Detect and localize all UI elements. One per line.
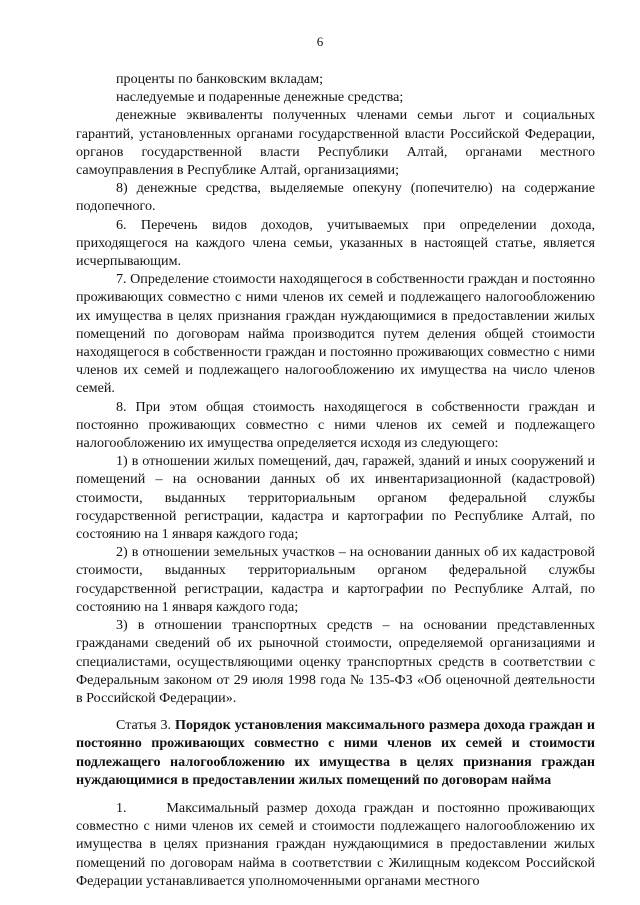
page-number: 6 bbox=[316, 34, 324, 49]
document-body bbox=[76, 70, 595, 890]
paragraph-guardian-funds: 8) денежные средства, выделяемые опекуну (попечителю) на содержание подопечного. bbox=[76, 180, 595, 215]
article-title: Порядок установления максимального размера дохода граждан и постоянно проживающих совместно с ними членов их семей и стоимости подлежащего налогообложению их имущества в целях признания граждан нуждающимися в предоставлении жилых помещений по договорам найма bbox=[76, 717, 595, 788]
paragraph-8-total-value: 8. При этом общая стоимость находящегося в собственности граждан и постоянно проживающих совместно с ними членов их семей и подлежащего налогообложению их имущества определяется исходя из следующего: bbox=[76, 398, 595, 452]
paragraph-inherited-funds: наследуемые и подаренные денежные средства; bbox=[116, 89, 404, 106]
paragraph-bank-interest: проценты по банковским вкладам; bbox=[116, 71, 324, 87]
paragraph-6-income-list: 6. Перечень видов доходов, учитываемых при определении дохода, приходящегося на каждого члена семьи, указанных в настоящей статье, является исчерпывающим. bbox=[76, 216, 595, 270]
list-item-housing: 1) в отношении жилых помещений, дач, гаражей, зданий и иных сооружений и помещений – на основании данных об их инвентаризационной (кадастровой) стоимости, выданных территориальным органом федеральной службы государственной регистрации, кадастра и картографии по Республике Алтай, по состоянию на 1 января каждого года; bbox=[76, 453, 595, 543]
article-3-paragraph-1: 1. Максимальный размер дохода граждан и постоянно проживающих совместно с ними членов их семей и стоимости подлежащего налогообложению их имущества в целях признания граждан нуждающимися в предоставлении жилых помещений по договорам найма в соответствии с Жилищным кодексом Российской Федерации устанавливается уполномоченными органами местного bbox=[76, 799, 595, 889]
article-3-heading bbox=[76, 716, 595, 789]
paragraph-7-property-value: 7. Определение стоимости находящегося в собственности граждан и постоянно проживающих совместно с ними членов их семей и подлежащего налогообложению их имущества в целях признания граждан нуждающимися в предоставлении жилых помещений по договорам найма производится путем деления общей стоимости находящегося в собственности граждан и постоянно проживающих совместно с ними членов их семей и подлежащего налогообложению их имущества на число членов семей. bbox=[76, 271, 595, 397]
article-prefix: Статья 3. bbox=[116, 717, 176, 734]
paragraph-monetary-equivalents: денежные эквиваленты полученных членами семьи льгот и социальных гарантий, установленных органами государственной власти Российской Федерации, органов государственной власти Республики Алтай, органами местного самоуправления в Республике Алтай, организациями; bbox=[76, 107, 595, 179]
list-item-land: 2) в отношении земельных участков – на основании данных об их кадастровой стоимости, выданных территориальным органом федеральной службы государственной регистрации, кадастра и картографии по Республике Алтай, по состоянию на 1 января каждого года; bbox=[76, 544, 595, 615]
list-item-vehicles: 3) в отношении транспортных средств – на основании представленных гражданами сведений об их рыночной стоимости, определяемой организациями и специалистами, осуществляющими оценку транспортных средств в соответствии с Федеральным законом от 29 июля 1998 года № 135-ФЗ «Об оценочной деятельности в Российской Федерации». bbox=[76, 617, 595, 706]
